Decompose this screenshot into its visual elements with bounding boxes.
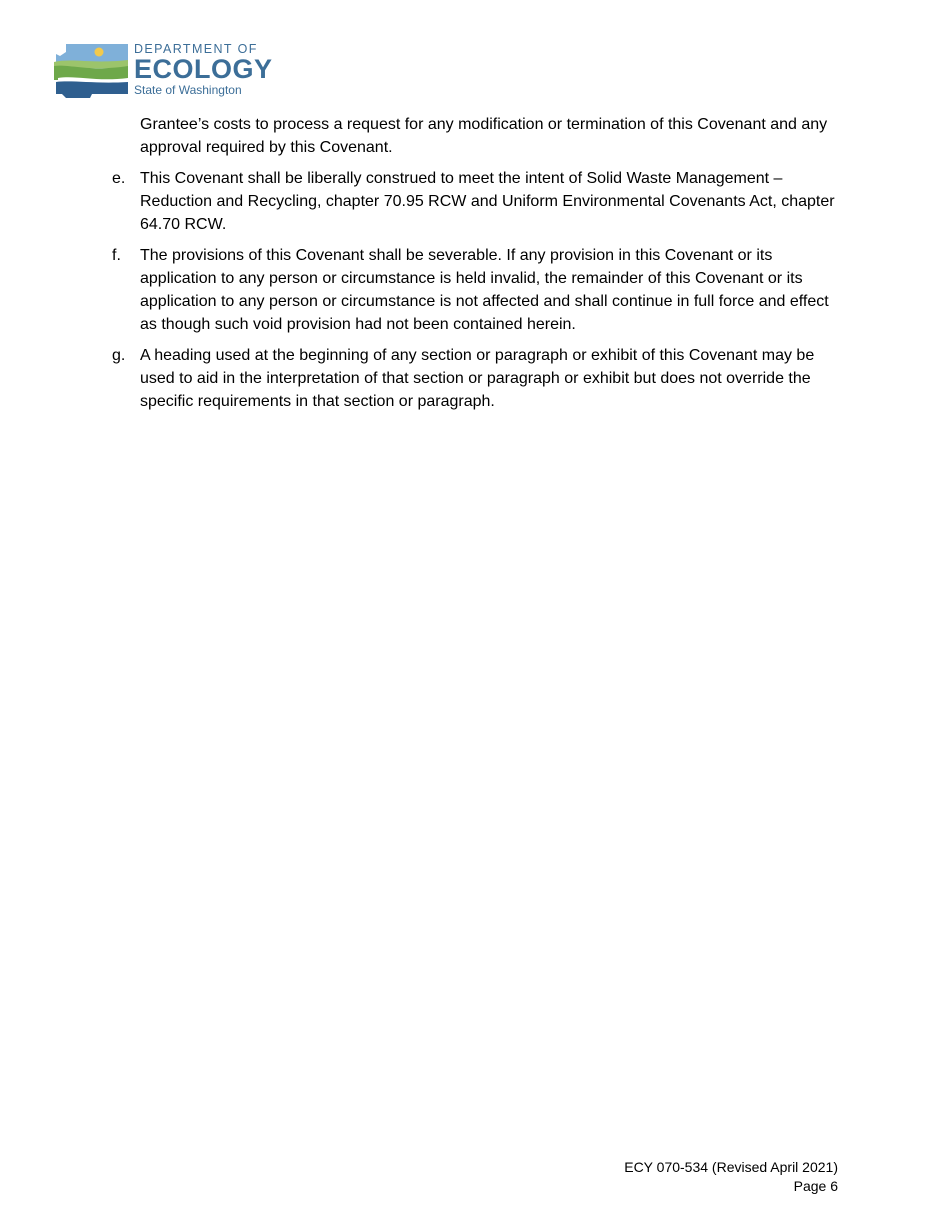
washington-state-icon (52, 42, 132, 102)
continued-paragraph: Grantee’s costs to process a request for any modification or termination of this Covenant and any approval required by this Covenant. (140, 116, 828, 156)
list-item-e (112, 167, 842, 236)
page-number: Page 6 (793, 1178, 838, 1194)
form-number: ECY 070-534 (Revised April 2021) (624, 1159, 838, 1175)
list-item-f (112, 244, 842, 336)
logo-text (134, 42, 274, 97)
page-footer (624, 1158, 838, 1196)
list-item-g (112, 344, 842, 413)
list-marker: f. (112, 247, 121, 264)
logo-state-of-washington: State of Washington (134, 83, 242, 97)
logo-department-of: DEPARTMENT OF (134, 42, 258, 56)
logo-ecology: ECOLOGY (134, 54, 273, 84)
list-item-text: The provisions of this Covenant shall be severable. If any provision in this Covenant or its application to any person or circumstance is held invalid, the remainder of this Covenant or its application to any person or circumstance is not affected and shall continue in full force and effect as though such void provision had not been contained herein. (140, 247, 829, 333)
document-body (112, 113, 842, 421)
list-marker: e. (112, 170, 126, 187)
list-item-text: This Covenant shall be liberally construed to meet the intent of Solid Waste Management – Reduction and Recycling, chapter 70.95 RCW and Uniform Environmental Covenants Act, chapter 64.70 RCW. (140, 170, 835, 233)
list-item-text: A heading used at the beginning of any section or paragraph or exhibit of this Covenant may be used to aid in the interpretation of that section or paragraph or exhibit but does not override the specific requirements in that section or paragraph. (140, 347, 815, 410)
list-marker: g. (112, 347, 126, 364)
ecology-logo (52, 42, 272, 104)
